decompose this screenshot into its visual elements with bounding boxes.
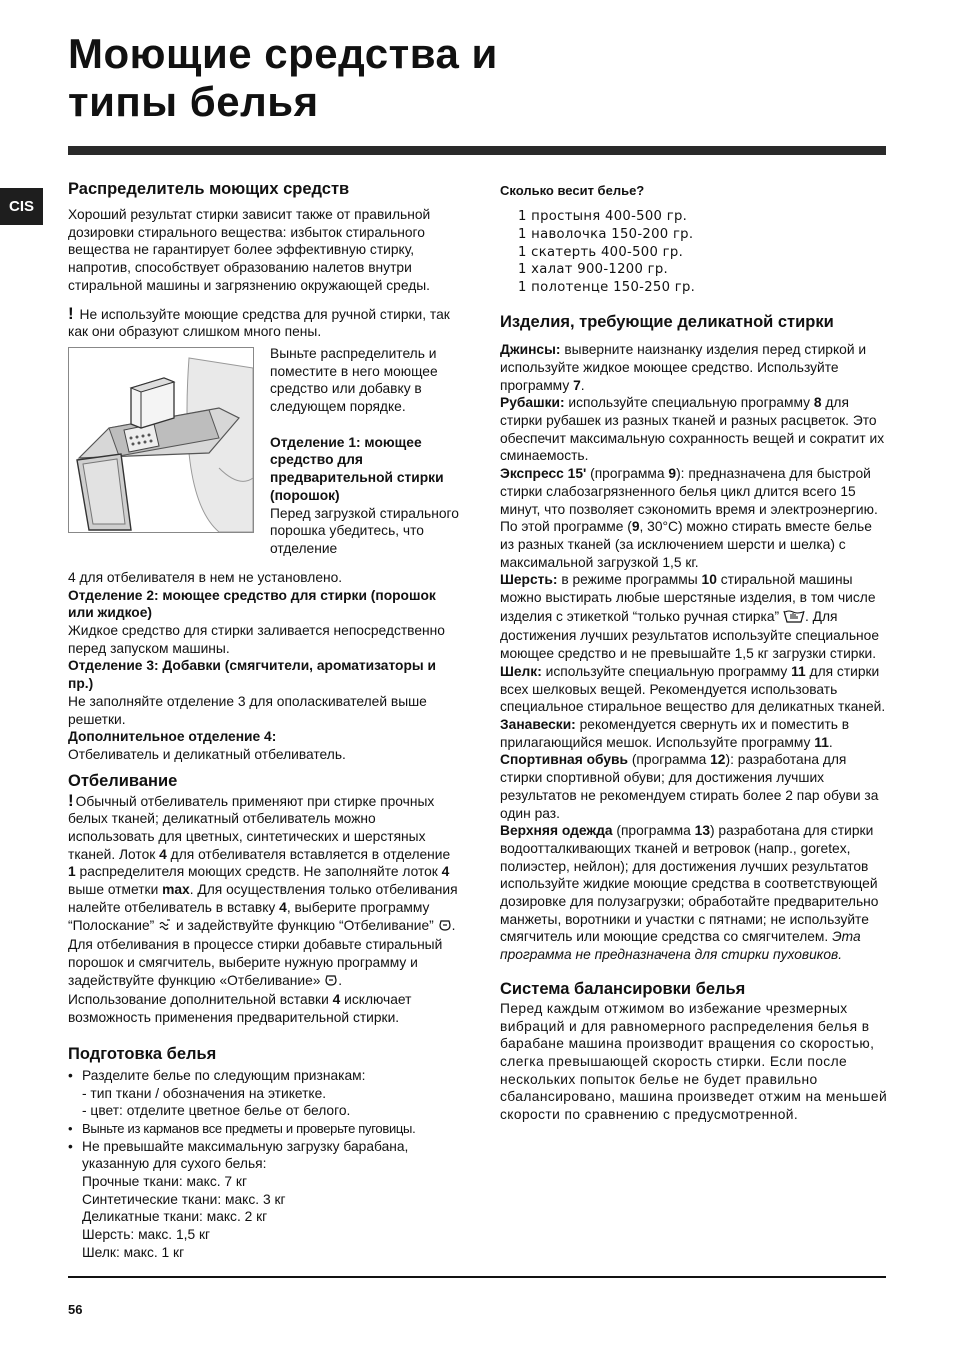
page-title	[68, 30, 868, 126]
list-item: 1 наволочка 150-200 гр.	[518, 226, 694, 242]
compartment-2-title: Отделение 2: моющее средство для стирки (порошок или жидкое)	[68, 587, 436, 621]
delicate-heading: Изделия, требующие деликатной стирки	[500, 313, 834, 332]
balance-heading: Система балансировки белья	[500, 979, 746, 998]
page-title-line2: типы белья	[68, 78, 319, 125]
delicate-wool: Шерсть: в режиме программы 10 стиральной машины можно выстирать любые шерстяные изделия, в том числе изделия с этикеткой “только ручная стирка” . Для достижения лучших результатов используйте специальное моющее средство и не превышайте 1,5 кг загрузки стирки.	[500, 572, 879, 662]
right-column	[500, 182, 888, 1124]
dispenser-warning-text: Не используйте моющие средства для ручной стирки, так как они образуют слишком много пены.	[68, 306, 450, 340]
balance-text: Перед каждым отжимом во избежание чрезмерных вибраций и для равномерного распределения белья в барабане машина производит вращения со скоростью, слегка превышающей скорость стирки. Если после нескольких попыток белье не будет правильно сбалансировано, машина произведет отжим на меньшей скорости по сравнению с предусмотренной.	[500, 1000, 888, 1123]
footer-divider	[68, 1276, 886, 1278]
weights-list	[500, 208, 888, 298]
compartment-4-text: Отбеливатель и деликатный отбеливатель.	[68, 746, 346, 762]
compartment-3-title: Отделение 3: Добавки (смягчители, ароматизаторы и пр.)	[68, 658, 437, 692]
bleach-text: ! Обычный отбеливатель применяют при стирке прочных белых тканей; деликатный отбеливатель можно использовать для цветных, синтетических и шерстяных тканей. Лоток 4 для отбеливателя вставляется в отделение 1 распределителя моющих средств. Не заполняйте лоток 4 выше отметки max. Для осуществления только отбеливания налейте отбеливатель в вставку 4, выберите программу “Полоскание” и задействуйте функцию “Отбеливание” . Для отбеливания в процессе стирки добавьте стиральный порошок и смягчитель, выберите нужную программу и задействуйте функцию «Отбеливание» . Использование дополнительной вставки 4 исключает возможность применения предварительной стирки.	[68, 790, 458, 1026]
compartment-2-text: Жидкое средство для стирки заливается непосредственно перед запуском машины.	[68, 623, 445, 656]
list-item: 1 скатерть 400-500 гр.	[518, 244, 684, 260]
prep-heading: Подготовка белья	[68, 1044, 217, 1063]
compartment-1-text-cont: 4 для отбеливателя в нем не установлено.	[68, 569, 343, 585]
dispenser-warning	[68, 305, 460, 341]
bleach-heading: Отбеливание	[68, 771, 178, 790]
left-column	[68, 178, 460, 1262]
list-item: • Разделите белье по следующим признакам: - тип ткани / обозначения на этикетке. - цвет: отделите цветное белье от белого.	[68, 1067, 460, 1120]
bleach-function-icon	[438, 918, 452, 937]
delicate-outerwear: Верхняя одежда (программа 13) разработана для стирки водоотталкивающих тканей и ветровок (напр., goretex, полиэстер, нейлон); для достижения лучших результатов используйте жидкие моющие средства в соответствующей дозировке для полузагрузки; обработайте предварительно манжеты, воротники и участки с пятнами; не используйте смягчитель или моющие средства со смягчителем. Эта программа не предназначена для стирки пуховиков.	[500, 823, 879, 963]
rinse-program-icon	[158, 918, 172, 937]
list-item: 1 халат 900-1200 гр.	[518, 262, 669, 278]
list-item: • Не превышайте максимальную загрузку барабана, указанную для сухого белья: Прочные ткани: макс. 7 кг Синтетические ткани: макс. 3 кг Деликатные ткани: макс. 2 кг Шерсть: макс. 1,5 кг Шелк: макс. 1 кг	[68, 1138, 460, 1262]
dispenser-drawer-image	[68, 347, 254, 533]
dispenser-heading: Распределитель моющих средств	[68, 180, 350, 198]
page-title-line1: Моющие средства и	[68, 30, 498, 77]
delicate-sport-shoes: Спортивная обувь (программа 12): разработана для стирки спортивной обуви; для достижения лучших результатов не рекомендуем стирать более 2 пар обуви за один раз.	[500, 752, 879, 821]
dispenser-intro: Хороший результат стирки зависит также от правильной дозировки стирального вещества: избыток стирального вещества не гарантирует более эффективную стирку, напротив, способствует образованию налетов внутри стиральной машины и загрязнению окружающей среды.	[68, 207, 431, 293]
bleach-function-icon	[324, 973, 338, 992]
prep-list	[68, 1067, 460, 1262]
dispenser-figure-text	[270, 345, 460, 558]
hand-wash-icon	[783, 607, 805, 628]
page-number: 56	[68, 1302, 83, 1317]
compartment-4-title: Дополнительное отделение 4:	[68, 729, 277, 745]
delicate-shirts: Рубашки: используйте специальную программу 8 для стирки рубашек из разных тканей и разных расцветок. Это обеспечит максимальную сохранность вещей и сократит их сминаемость.	[500, 395, 885, 464]
compartment-3-text: Не заполняйте отделение 3 для ополаскивателей выше решетки.	[68, 693, 427, 727]
exclamation-icon: !	[68, 303, 74, 323]
compartment-1-title: Отделение 1: моющее средство для предварительной стирки (порошок)	[270, 434, 444, 503]
list-item: 1 простыня 400-500 гр.	[518, 208, 688, 224]
language-tab: CIS	[0, 188, 43, 225]
compartment-1-text: Перед загрузкой стирального порошка убедитесь, что отделение	[270, 505, 459, 556]
delicate-express: Экспресс 15' (программа 9): предназначена для быстрой стирки слабозагрязненного белья цикл длится всего 15 минут, что позволяет сэкономить время и электроэнергию. По этой программе (9, 30°С) можно стирать вместе белье из разных тканей (за исключением шерсти и шелка) с максимальной загрузкой 1,5 кг.	[500, 466, 878, 570]
title-divider	[68, 146, 886, 155]
list-item: • Выньте из карманов все предметы и проверьте пуговицы.	[68, 1120, 460, 1138]
delicate-silk: Шелк: используйте специальную программу 11 для стирки всех шелковых вещей. Рекомендуется использовать специальное стиральное вещество для деликатных тканей.	[500, 663, 886, 715]
dispenser-figure-block	[68, 345, 460, 571]
dispenser-instruction: Выньте распределитель и поместите в него моющее средство или добавку в следующем порядке.	[270, 345, 438, 415]
list-item: 1 полотенце 150-250 гр.	[518, 280, 696, 296]
delicate-jeans: Джинсы: выверните наизнанку изделия перед стиркой и используйте жидкое моющее средство. Используйте программу 7.	[500, 342, 867, 393]
delicate-curtains: Занавески: рекомендуется свернуть их и поместить в прилагающийся мешок. Используйте программу 11.	[500, 717, 850, 750]
weights-heading: Сколько весит белье?	[500, 183, 645, 198]
exclamation-icon: !	[68, 790, 74, 810]
